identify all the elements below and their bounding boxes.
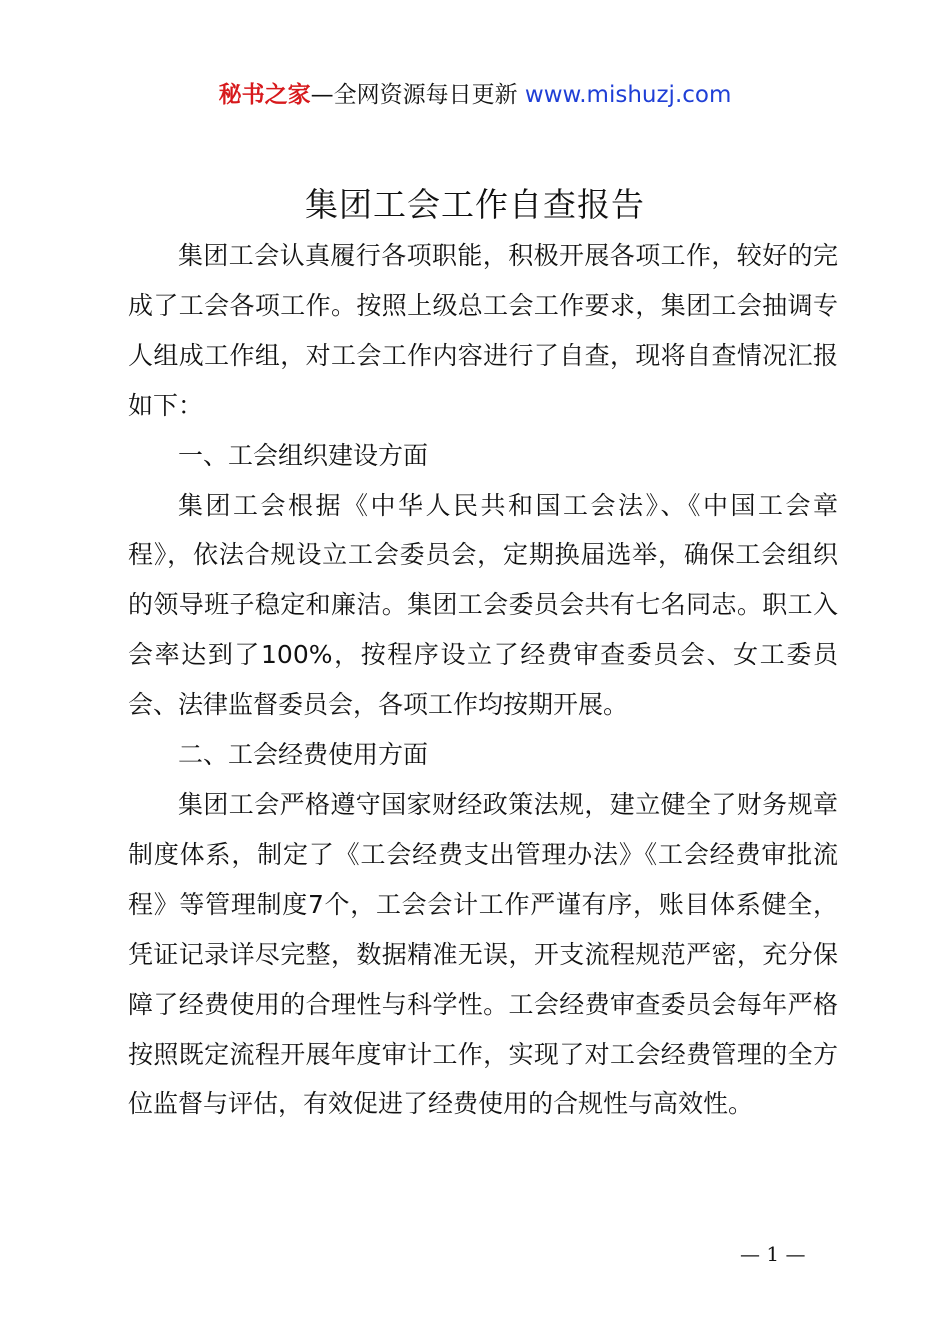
section-heading-funds: 二、工会经费使用方面 xyxy=(178,740,429,770)
intro-paragraph: 集团工会认真履行各项职能，积极开展各项工作，较好的完成了工会各项工作。按照上级总工会工作要求，集团工会抽调专人组成工作组，对工会工作内容进行了自查，现将自查情况汇报如下： xyxy=(128,241,838,420)
brand-name: 秘书之家 xyxy=(218,82,311,108)
header-tagline: —全网资源每日更新 xyxy=(310,82,518,108)
funds-paragraph: 集团工会严格遵守国家财经政策法规，建立健全了财务规章制度体系，制定了《工会经费支出管理办法》《工会经费审批流程》等管理制度7个，工会会计工作严谨有序，账目体系健全，凭证记录详尽完整，数据精准无误，开支流程规范严密，充分保障了经费使用的合理性与科学性。工会经费审查委员会每年严格按照既定流程开展年度审计工作，实现了对工会经费管理的全方位监督与评估，有效促进了经费使用的合规性与高效性。 xyxy=(128,789,838,1119)
section-heading-organization: 一、工会组织建设方面 xyxy=(178,440,429,470)
site-header-banner xyxy=(0,78,950,112)
organization-paragraph: 集团工会根据《中华人民共和国工会法》、《中国工会章程》，依法合规设立工会委员会，定期换届选举，确保工会组织的领导班子稳定和廉洁。集团工会委员会共有七名同志。职工入会率达到了100%，按程序设立了经费审查委员会、女工委员会、法律监督委员会，各项工作均按期开展。 xyxy=(128,490,838,720)
header-url-link[interactable]: www.mishuzj.com xyxy=(524,82,732,108)
page-number: — 1 — xyxy=(740,1242,806,1266)
document-title: 集团工会工作自查报告 xyxy=(305,185,645,224)
document-body xyxy=(128,231,838,1129)
